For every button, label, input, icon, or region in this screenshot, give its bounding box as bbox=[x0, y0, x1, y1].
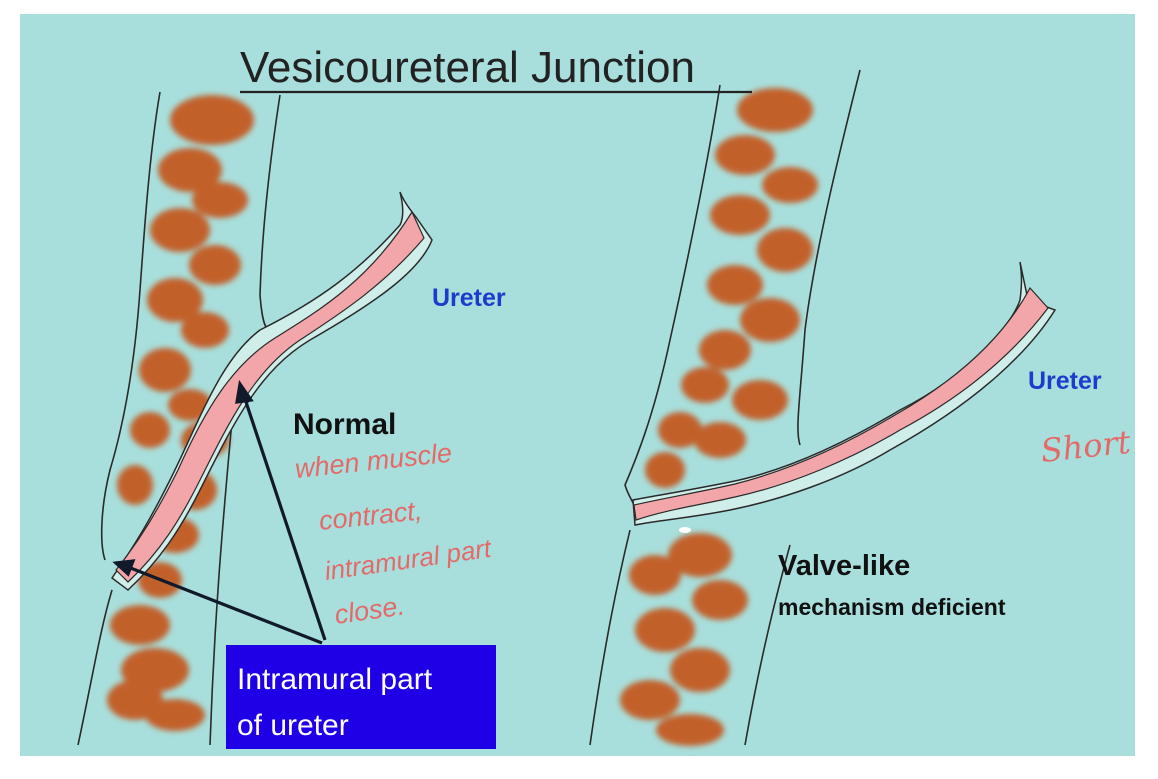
diagram-title: Vesicoureteral Junction bbox=[240, 43, 695, 92]
left-state-label: Normal bbox=[293, 408, 397, 441]
intramural-callout-line2: of ureter bbox=[237, 709, 349, 742]
left-ureter-label: Ureter bbox=[432, 284, 506, 312]
handwritten-note-line: intramural part bbox=[322, 532, 493, 586]
right-ureter-label: Ureter bbox=[1028, 367, 1102, 395]
handwritten-note-line: when muscle bbox=[293, 437, 454, 484]
intramural-callout-line1: Intramural part bbox=[237, 663, 433, 696]
handwritten-note-line: contract, bbox=[317, 495, 424, 536]
right-state-line1: Valve-like bbox=[778, 550, 911, 582]
right-state-line2: mechanism deficient bbox=[778, 594, 1006, 620]
handwritten-note-line: close. bbox=[332, 590, 407, 630]
handwritten-margin-note: Short bbox=[1038, 422, 1133, 470]
